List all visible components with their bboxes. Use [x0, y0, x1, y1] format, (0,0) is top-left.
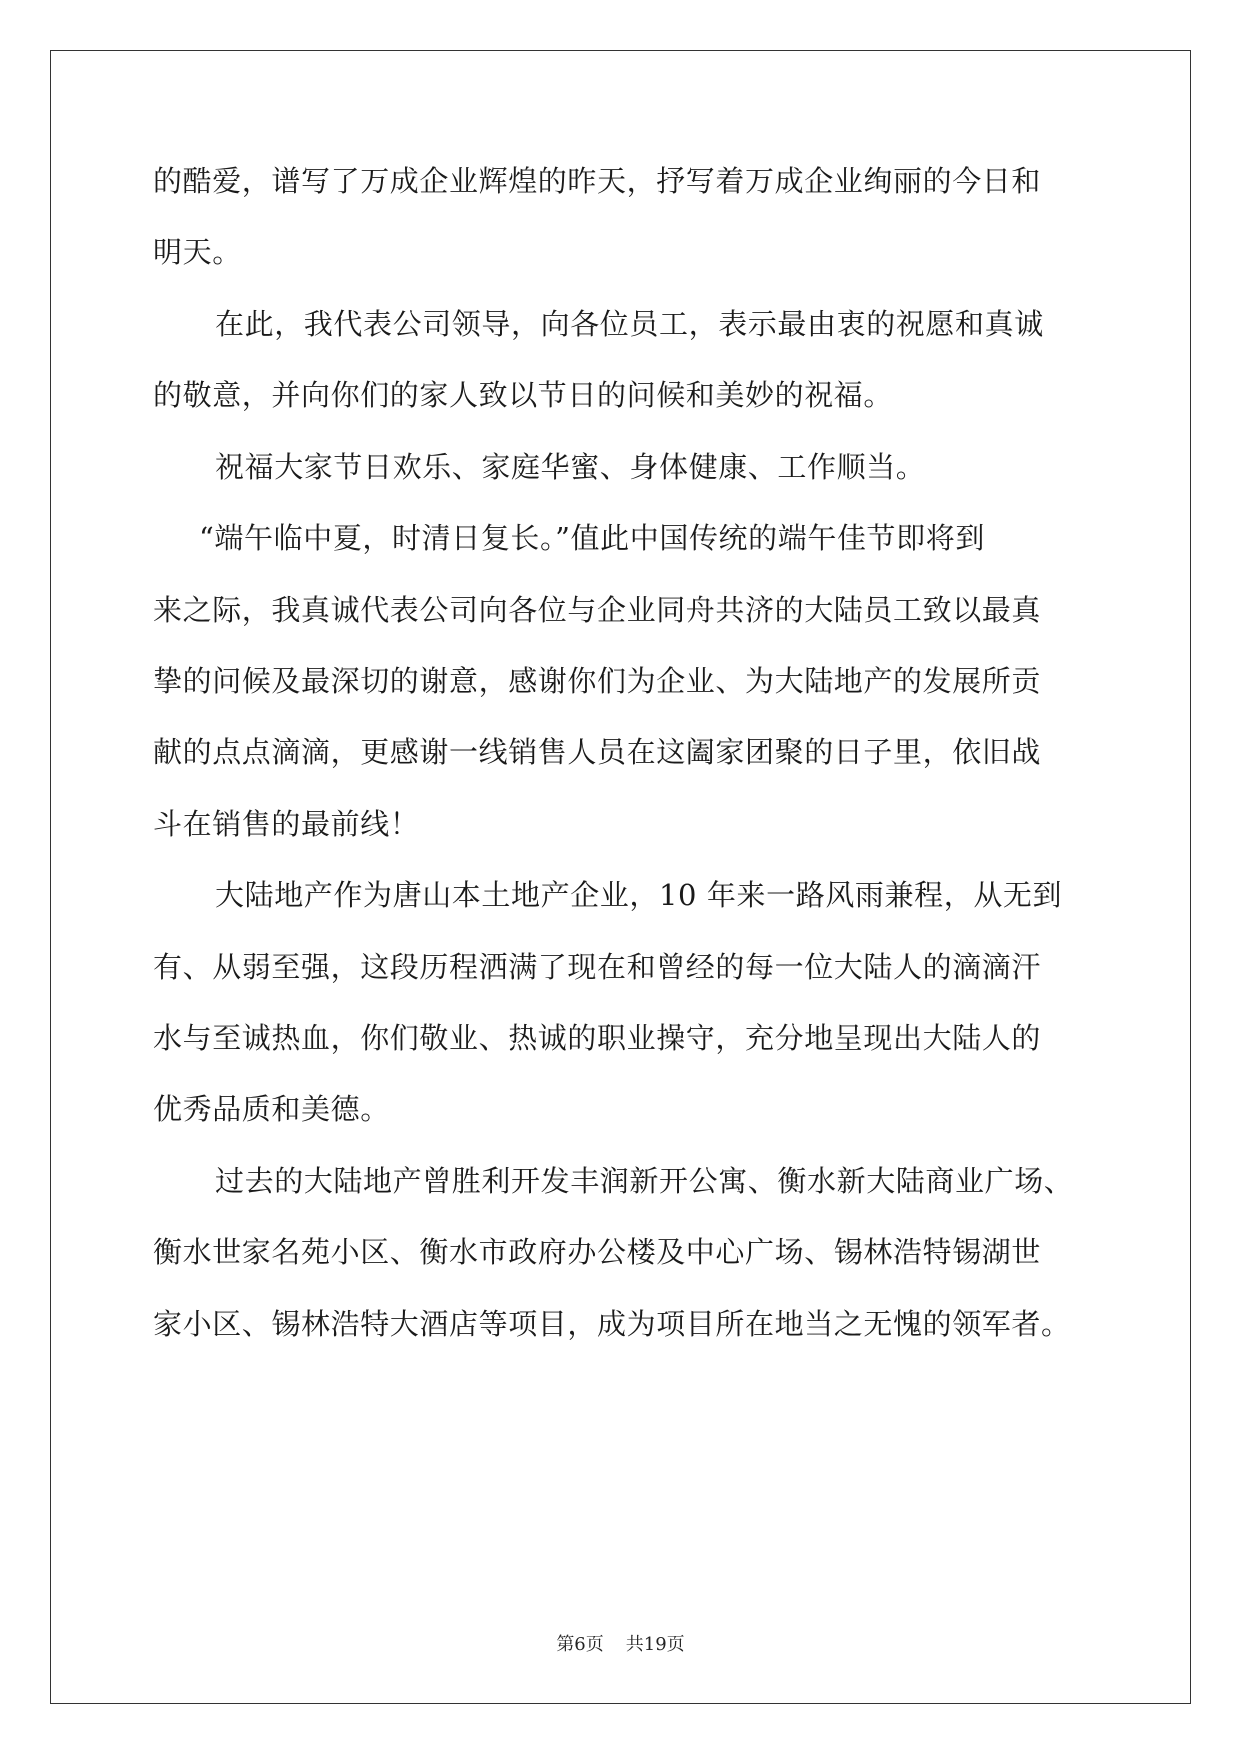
text-line: 来之际，我真诚代表公司向各位与企业同舟共济的大陆员工致以最真 [153, 593, 1042, 627]
text-line: 明天。 [153, 235, 242, 269]
page-total: 共19页 [625, 1634, 685, 1655]
text-line: 大陆地产作为唐山本土地产企业，10 年来一路风雨兼程，从无到 [215, 878, 1063, 912]
text-line: 的酷爱，谱写了万成企业辉煌的昨天，抒写着万成企业绚丽的今日和 [153, 164, 1042, 198]
text-line: 优秀品质和美德。 [153, 1092, 390, 1126]
text-line: 挚的问候及最深切的谢意，感谢你们为企业、为大陆地产的发展所贡 [153, 664, 1042, 698]
text-line: 献的点点滴滴，更感谢一线销售人员在这阖家团聚的日子里，依旧战 [153, 735, 1042, 769]
page-footer [0, 1630, 1241, 1656]
text-line: 在此，我代表公司领导，向各位员工，表示最由衷的祝愿和真诚 [215, 307, 1044, 341]
text-line: 衡水世家名苑小区、衡水市政府办公楼及中心广场、锡林浩特锡湖世 [153, 1235, 1042, 1269]
text-line: 水与至诚热血，你们敬业、热诚的职业操守，充分地呈现出大陆人的 [153, 1021, 1042, 1055]
text-line: 有、从弱至强，这段历程洒满了现在和曾经的每一位大陆人的滴滴汗 [153, 950, 1042, 984]
text-line: 家小区、锡林浩特大酒店等项目，成为项目所在地当之无愧的领军者。 [153, 1307, 1071, 1341]
page-number: 第6页 [556, 1634, 604, 1655]
text-line: 的敬意，并向你们的家人致以节日的问候和美妙的祝福。 [153, 378, 894, 412]
text-line: 斗在销售的最前线！ [153, 807, 420, 841]
text-line: 祝福大家节日欢乐、家庭华蜜、身体健康、工作顺当。 [215, 450, 926, 484]
text-line: “端午临中夏，时清日复长。”值此中国传统的端午佳节即将到 [199, 521, 985, 555]
text-line: 过去的大陆地产曾胜利开发丰润新开公寓、衡水新大陆商业广场、 [215, 1164, 1074, 1198]
